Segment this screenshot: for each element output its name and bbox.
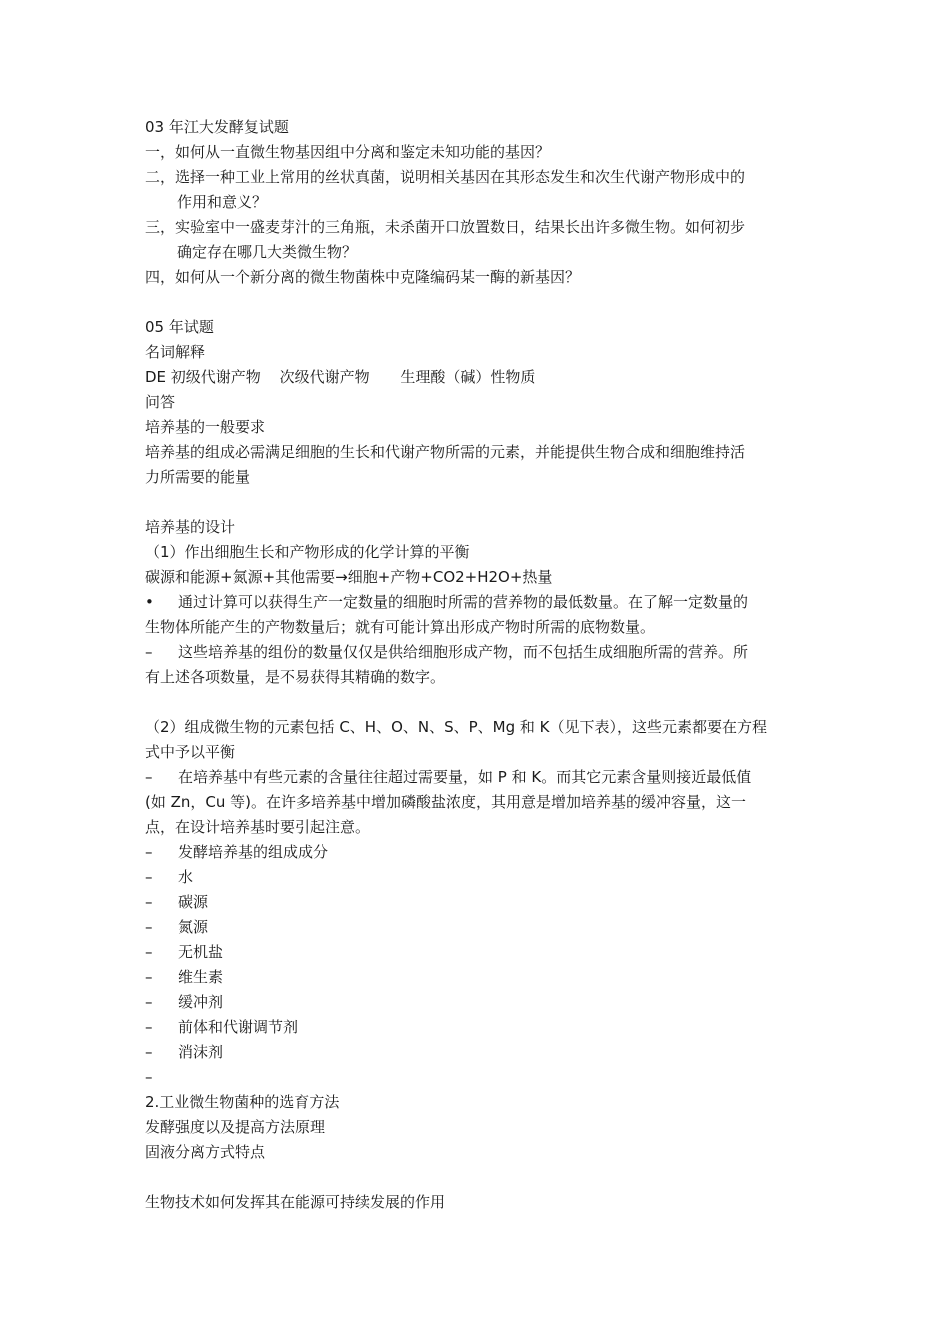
requirements-title: 培养基的一般要求 [145,418,266,436]
list-item-text: 碳源 [178,893,209,911]
terms-list [145,365,810,390]
dash-2-line-3: 点，在设计培养基时要引起注意。 [145,818,371,836]
list-item-text: 维生素 [178,968,224,986]
dash-mark: – [145,1068,153,1086]
item-5: 生物技术如何发挥其在能源可持续发展的作用 [145,1193,446,1211]
spacer [145,690,810,715]
bullet-mark: • [145,593,154,611]
bullet-paragraph-1 [145,590,810,615]
question-3-line-1: 三，实验室中一盛麦芽汁的三角瓶，未杀菌开口放置数日，结果长出许多微生物。如何初步 [145,218,746,236]
dash-mark: – [145,868,153,886]
design-title: 培养基的设计 [145,518,236,536]
list-item-text: 水 [178,868,194,886]
list-item [145,1015,810,1040]
dash-mark: – [145,968,153,986]
item-3: 发酵强度以及提高方法原理 [145,1118,326,1136]
dash-mark: – [145,893,153,911]
spacer [145,490,810,515]
dash-2-line-1: 在培养基中有些元素的含量往往超过需要量，如 P 和 K。而其它元素含量则接近最低值 [178,768,752,786]
requirements-line-1: 培养基的组成必需满足细胞的生长和代谢产物所需的元素，并能提供生物合成和细胞维持活 [145,443,746,461]
qa-label: 问答 [145,393,176,411]
dash-mark: – [145,918,153,936]
bullet-1-line-1: 通过计算可以获得生产一定数量的细胞时所需的营养物的最低数量。在了解一定数量的 [178,593,749,611]
list-item [145,940,810,965]
spacer [145,290,810,315]
design-point-2-line-1: （2）组成微生物的元素包括 C、H、O、N、S、P、Mg 和 K（见下表），这些元素都要在方程 [145,718,767,736]
list-item-text: 前体和代谢调节剂 [178,1018,299,1036]
list-item [145,865,810,890]
list-item [145,965,810,990]
term-2: 次级代谢产物 [279,368,370,386]
list-item-text: 消沫剂 [178,1043,224,1061]
dash-1-line-1: 这些培养基的组份的数量仅仅是供给细胞形成产物，而不包括生成细胞所需的营养。所 [178,643,749,661]
dash-mark: – [145,843,153,861]
dash-mark: – [145,1043,153,1061]
list-item-text [178,1065,810,1090]
dash-mark: – [145,993,153,1011]
item-2: 2.工业微生物菌种的选育方法 [145,1093,340,1111]
design-point-2-line-2: 式中予以平衡 [145,743,236,761]
design-point-1: （1）作出细胞生长和产物形成的化学计算的平衡 [145,543,470,561]
question-1: 一，如何从一直微生物基因组中分离和鉴定未知功能的基因？ [145,143,551,161]
dash-mark: – [145,1018,153,1036]
list-item [145,915,810,940]
list-item [145,890,810,915]
list-item [145,1065,810,1090]
bullet-1-line-2: 生物体所能产生的产物数量后；就有可能计算出形成产物时所需的底物数量。 [145,618,656,636]
list-item-text: 无机盐 [178,943,224,961]
balance-equation: 碳源和能源+氮源+其他需要→细胞+产物+CO2+H2O+热量 [145,568,553,586]
term-1: DE 初级代谢产物 [145,368,261,386]
list-item [145,840,810,865]
dash-2-line-2: (如 Zn，Cu 等)。在许多培养基中增加磷酸盐浓度，其用意是增加培养基的缓冲容量，这一 [145,793,747,811]
dash-mark: – [145,643,153,661]
components-list [145,840,810,1090]
list-item [145,1040,810,1065]
question-3-line-2: 确定存在哪几大类微生物？ [177,243,358,261]
terms-label: 名词解释 [145,343,206,361]
dash-mark: – [145,943,153,961]
dash-1-line-2: 有上述各项数量，是不易获得其精确的数字。 [145,668,446,686]
dash-paragraph-1 [145,640,810,665]
term-3: 生理酸（碱）性物质 [400,368,536,386]
section-03-title: 03 年江大发酵复试题 [145,118,289,136]
question-2-line-2: 作用和意义？ [177,193,268,211]
list-item-text: 发酵培养基的组成成分 [178,843,329,861]
requirements-line-2: 力所需要的能量 [145,468,251,486]
section-05-title: 05 年试题 [145,318,214,336]
list-item-text: 氮源 [178,918,209,936]
list-item [145,990,810,1015]
document-page [145,115,810,1215]
list-item-text: 缓冲剂 [178,993,224,1011]
question-2-line-1: 二，选择一种工业上常用的丝状真菌，说明相关基因在其形态发生和次生代谢产物形成中的 [145,168,746,186]
item-4: 固液分离方式特点 [145,1143,266,1161]
dash-paragraph-2 [145,765,810,790]
dash-mark: – [145,768,153,786]
spacer [145,1165,810,1190]
question-4: 四，如何从一个新分离的微生物菌株中克隆编码某一酶的新基因？ [145,268,581,286]
